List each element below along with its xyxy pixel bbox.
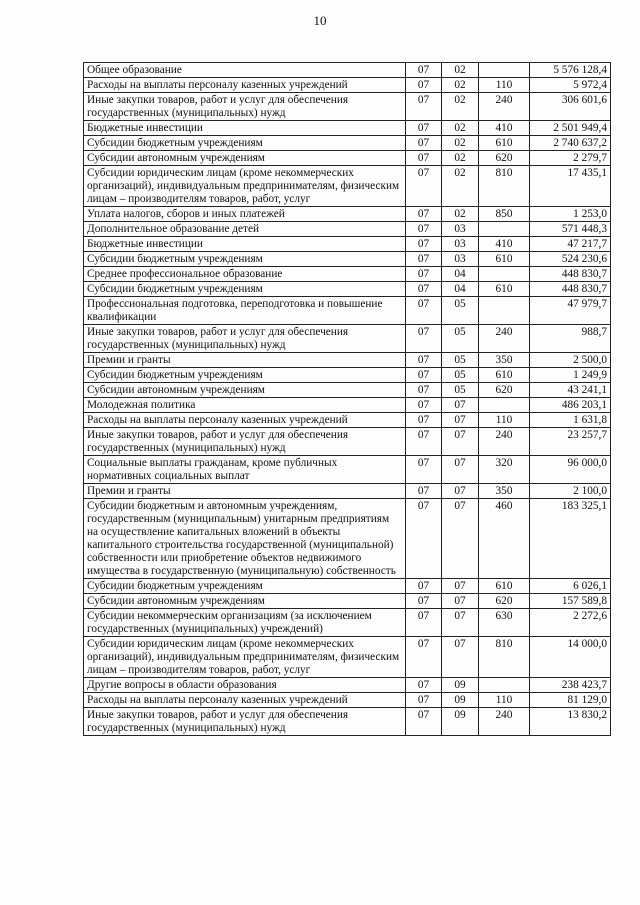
subsection-code-cell: 03: [442, 237, 479, 252]
expense-type-code-cell: 410: [479, 121, 530, 136]
amount-cell: 2 279,7: [530, 151, 611, 166]
expense-type-code-cell: 610: [479, 579, 530, 594]
section-code-cell: 07: [406, 353, 442, 368]
page-number: 10: [313, 13, 327, 28]
expense-name-cell: Бюджетные инвестиции: [84, 237, 406, 252]
subsection-code-cell: 02: [442, 63, 479, 78]
table-row: [84, 609, 611, 637]
section-code-cell: 07: [406, 207, 442, 222]
expense-type-code-cell: 610: [479, 252, 530, 267]
expense-name-cell: Субсидии бюджетным учреждениям: [84, 136, 406, 151]
expense-type-code-cell: 620: [479, 594, 530, 609]
expense-name-cell: Иные закупки товаров, работ и услуг для обеспечения государственных (муниципальных) нужд: [84, 325, 406, 353]
section-code-cell: 07: [406, 325, 442, 353]
subsection-code-cell: 02: [442, 93, 479, 121]
table-row: [84, 398, 611, 413]
section-code-cell: 07: [406, 166, 442, 207]
table-row: [84, 579, 611, 594]
expense-type-code-cell: 410: [479, 237, 530, 252]
table-row: [84, 368, 611, 383]
expense-name-cell: Субсидии бюджетным учреждениям: [84, 579, 406, 594]
expense-name-cell: Дополнительное образование детей: [84, 222, 406, 237]
expense-name-cell: Субсидии бюджетным учреждениям: [84, 252, 406, 267]
expense-name-cell: Субсидии автономным учреждениям: [84, 151, 406, 166]
subsection-code-cell: 07: [442, 484, 479, 499]
amount-cell: 1 631,8: [530, 413, 611, 428]
expense-type-code-cell: 620: [479, 151, 530, 166]
table-row: [84, 413, 611, 428]
table-row: [84, 151, 611, 166]
expense-name-cell: Субсидии автономным учреждениям: [84, 594, 406, 609]
amount-cell: 96 000,0: [530, 456, 611, 484]
expense-name-cell: Иные закупки товаров, работ и услуг для обеспечения государственных (муниципальных) нужд: [84, 93, 406, 121]
subsection-code-cell: 07: [442, 428, 479, 456]
amount-cell: 306 601,6: [530, 93, 611, 121]
expense-name-cell: Субсидии юридическим лицам (кроме некоммерческих организаций), индивидуальным предпринимателям, физическим лицам – производителям товаров, работ, услуг: [84, 166, 406, 207]
amount-cell: 43 241,1: [530, 383, 611, 398]
expense-type-code-cell: 350: [479, 353, 530, 368]
section-code-cell: 07: [406, 368, 442, 383]
expense-name-cell: Социальные выплаты гражданам, кроме публичных нормативных социальных выплат: [84, 456, 406, 484]
section-code-cell: 07: [406, 579, 442, 594]
table-row: [84, 456, 611, 484]
expense-name-cell: Другие вопросы в области образования: [84, 678, 406, 693]
table-row: [84, 693, 611, 708]
table-row: [84, 325, 611, 353]
amount-cell: 2 500,0: [530, 353, 611, 368]
subsection-code-cell: 09: [442, 708, 479, 736]
subsection-code-cell: 07: [442, 398, 479, 413]
amount-cell: 486 203,1: [530, 398, 611, 413]
expense-name-cell: Профессиональная подготовка, переподготовка и повышение квалификации: [84, 297, 406, 325]
subsection-code-cell: 05: [442, 368, 479, 383]
expense-type-code-cell: 460: [479, 499, 530, 579]
expense-type-code-cell: [479, 297, 530, 325]
subsection-code-cell: 09: [442, 693, 479, 708]
expense-type-code-cell: 110: [479, 693, 530, 708]
expense-name-cell: Субсидии бюджетным и автономным учреждениям, государственным (муниципальным) унитарным предприятиям на осуществление капитальных вложений в объекты капитального строительства государственной (муниципальной) собственности или приобретение объектов недвижимого имущества в государственную (муниципальную) собственность: [84, 499, 406, 579]
section-code-cell: 07: [406, 398, 442, 413]
section-code-cell: 07: [406, 609, 442, 637]
section-code-cell: 07: [406, 594, 442, 609]
table-row: [84, 678, 611, 693]
expense-name-cell: Иные закупки товаров, работ и услуг для обеспечения государственных (муниципальных) нужд: [84, 708, 406, 736]
expense-type-code-cell: 240: [479, 93, 530, 121]
expense-name-cell: Уплата налогов, сборов и иных платежей: [84, 207, 406, 222]
expense-name-cell: Субсидии юридическим лицам (кроме некоммерческих организаций), индивидуальным предпринимателям, физическим лицам – производителям товаров, работ, услуг: [84, 637, 406, 678]
table-row: [84, 637, 611, 678]
expense-name-cell: Иные закупки товаров, работ и услуг для обеспечения государственных (муниципальных) нужд: [84, 428, 406, 456]
subsection-code-cell: 02: [442, 151, 479, 166]
table-row: [84, 353, 611, 368]
amount-cell: 2 501 949,4: [530, 121, 611, 136]
amount-cell: 1 249,9: [530, 368, 611, 383]
section-code-cell: 07: [406, 136, 442, 151]
subsection-code-cell: 07: [442, 413, 479, 428]
section-code-cell: 07: [406, 297, 442, 325]
expense-type-code-cell: 810: [479, 637, 530, 678]
amount-cell: 448 830,7: [530, 267, 611, 282]
subsection-code-cell: 04: [442, 282, 479, 297]
table-row: [84, 594, 611, 609]
table-row: [84, 121, 611, 136]
table-row: [84, 252, 611, 267]
section-code-cell: 07: [406, 237, 442, 252]
expense-type-code-cell: 110: [479, 413, 530, 428]
table-row: [84, 93, 611, 121]
amount-cell: 157 589,8: [530, 594, 611, 609]
expense-type-code-cell: 610: [479, 282, 530, 297]
section-code-cell: 07: [406, 282, 442, 297]
section-code-cell: 07: [406, 428, 442, 456]
expense-type-code-cell: 630: [479, 609, 530, 637]
amount-cell: 17 435,1: [530, 166, 611, 207]
expense-name-cell: Общее образование: [84, 63, 406, 78]
section-code-cell: 07: [406, 484, 442, 499]
table-row: [84, 267, 611, 282]
expense-type-code-cell: 240: [479, 708, 530, 736]
amount-cell: 2 272,6: [530, 609, 611, 637]
section-code-cell: 07: [406, 693, 442, 708]
expense-name-cell: Среднее профессиональное образование: [84, 267, 406, 282]
table-row: [84, 237, 611, 252]
subsection-code-cell: 05: [442, 325, 479, 353]
expense-name-cell: Расходы на выплаты персоналу казенных учреждений: [84, 78, 406, 93]
table-row: [84, 166, 611, 207]
subsection-code-cell: 04: [442, 267, 479, 282]
subsection-code-cell: 07: [442, 637, 479, 678]
subsection-code-cell: 07: [442, 594, 479, 609]
amount-cell: 2 100,0: [530, 484, 611, 499]
amount-cell: 238 423,7: [530, 678, 611, 693]
expense-name-cell: Субсидии бюджетным учреждениям: [84, 368, 406, 383]
subsection-code-cell: 05: [442, 353, 479, 368]
amount-cell: 1 253,0: [530, 207, 611, 222]
amount-cell: 571 448,3: [530, 222, 611, 237]
amount-cell: 13 830,2: [530, 708, 611, 736]
table-row: [84, 207, 611, 222]
amount-cell: 183 325,1: [530, 499, 611, 579]
amount-cell: 5 576 128,4: [530, 63, 611, 78]
expense-name-cell: Расходы на выплаты персоналу казенных учреждений: [84, 413, 406, 428]
table-row: [84, 708, 611, 736]
expense-type-code-cell: 620: [479, 383, 530, 398]
expense-type-code-cell: 610: [479, 368, 530, 383]
expense-name-cell: Бюджетные инвестиции: [84, 121, 406, 136]
amount-cell: 5 972,4: [530, 78, 611, 93]
expense-name-cell: Субсидии некоммерческим организациям (за исключением государственных (муниципальных) учреждений): [84, 609, 406, 637]
table-row: [84, 222, 611, 237]
section-code-cell: 07: [406, 267, 442, 282]
section-code-cell: 07: [406, 63, 442, 78]
section-code-cell: 07: [406, 151, 442, 166]
expense-name-cell: Субсидии бюджетным учреждениям: [84, 282, 406, 297]
expense-type-code-cell: [479, 63, 530, 78]
expense-type-code-cell: [479, 678, 530, 693]
expense-name-cell: Премии и гранты: [84, 353, 406, 368]
expense-type-code-cell: 240: [479, 325, 530, 353]
amount-cell: 23 257,7: [530, 428, 611, 456]
table-row: [84, 282, 611, 297]
amount-cell: 47 979,7: [530, 297, 611, 325]
expense-type-code-cell: 240: [479, 428, 530, 456]
table-row: [84, 63, 611, 78]
expense-name-cell: Молодежная политика: [84, 398, 406, 413]
subsection-code-cell: 03: [442, 252, 479, 267]
amount-cell: 81 129,0: [530, 693, 611, 708]
section-code-cell: 07: [406, 121, 442, 136]
subsection-code-cell: 07: [442, 609, 479, 637]
expense-type-code-cell: 350: [479, 484, 530, 499]
section-code-cell: 07: [406, 708, 442, 736]
budget-table-body: [84, 63, 611, 736]
table-row: [84, 484, 611, 499]
subsection-code-cell: 07: [442, 579, 479, 594]
amount-cell: 448 830,7: [530, 282, 611, 297]
section-code-cell: 07: [406, 456, 442, 484]
subsection-code-cell: 09: [442, 678, 479, 693]
expense-name-cell: Субсидии автономным учреждениям: [84, 383, 406, 398]
subsection-code-cell: 05: [442, 383, 479, 398]
subsection-code-cell: 02: [442, 136, 479, 151]
expense-name-cell: Премии и гранты: [84, 484, 406, 499]
amount-cell: 47 217,7: [530, 237, 611, 252]
subsection-code-cell: 02: [442, 207, 479, 222]
table-row: [84, 383, 611, 398]
expense-name-cell: Расходы на выплаты персоналу казенных учреждений: [84, 693, 406, 708]
section-code-cell: 07: [406, 383, 442, 398]
expense-type-code-cell: 810: [479, 166, 530, 207]
table-row: [84, 136, 611, 151]
amount-cell: 2 740 637,2: [530, 136, 611, 151]
expense-type-code-cell: [479, 267, 530, 282]
amount-cell: 14 000,0: [530, 637, 611, 678]
subsection-code-cell: 05: [442, 297, 479, 325]
section-code-cell: 07: [406, 222, 442, 237]
section-code-cell: 07: [406, 93, 442, 121]
subsection-code-cell: 02: [442, 121, 479, 136]
subsection-code-cell: 02: [442, 166, 479, 207]
subsection-code-cell: 02: [442, 78, 479, 93]
subsection-code-cell: 07: [442, 456, 479, 484]
table-row: [84, 499, 611, 579]
section-code-cell: 07: [406, 499, 442, 579]
amount-cell: 988,7: [530, 325, 611, 353]
section-code-cell: 07: [406, 678, 442, 693]
table-row: [84, 428, 611, 456]
table-row: [84, 78, 611, 93]
section-code-cell: 07: [406, 637, 442, 678]
table-row: [84, 297, 611, 325]
expense-type-code-cell: 320: [479, 456, 530, 484]
amount-cell: 6 026,1: [530, 579, 611, 594]
expense-type-code-cell: [479, 222, 530, 237]
expense-type-code-cell: 850: [479, 207, 530, 222]
section-code-cell: 07: [406, 252, 442, 267]
expense-type-code-cell: [479, 398, 530, 413]
budget-table: [83, 62, 611, 736]
amount-cell: 524 230,6: [530, 252, 611, 267]
expense-type-code-cell: 110: [479, 78, 530, 93]
section-code-cell: 07: [406, 413, 442, 428]
expense-type-code-cell: 610: [479, 136, 530, 151]
section-code-cell: 07: [406, 78, 442, 93]
subsection-code-cell: 03: [442, 222, 479, 237]
subsection-code-cell: 07: [442, 499, 479, 579]
